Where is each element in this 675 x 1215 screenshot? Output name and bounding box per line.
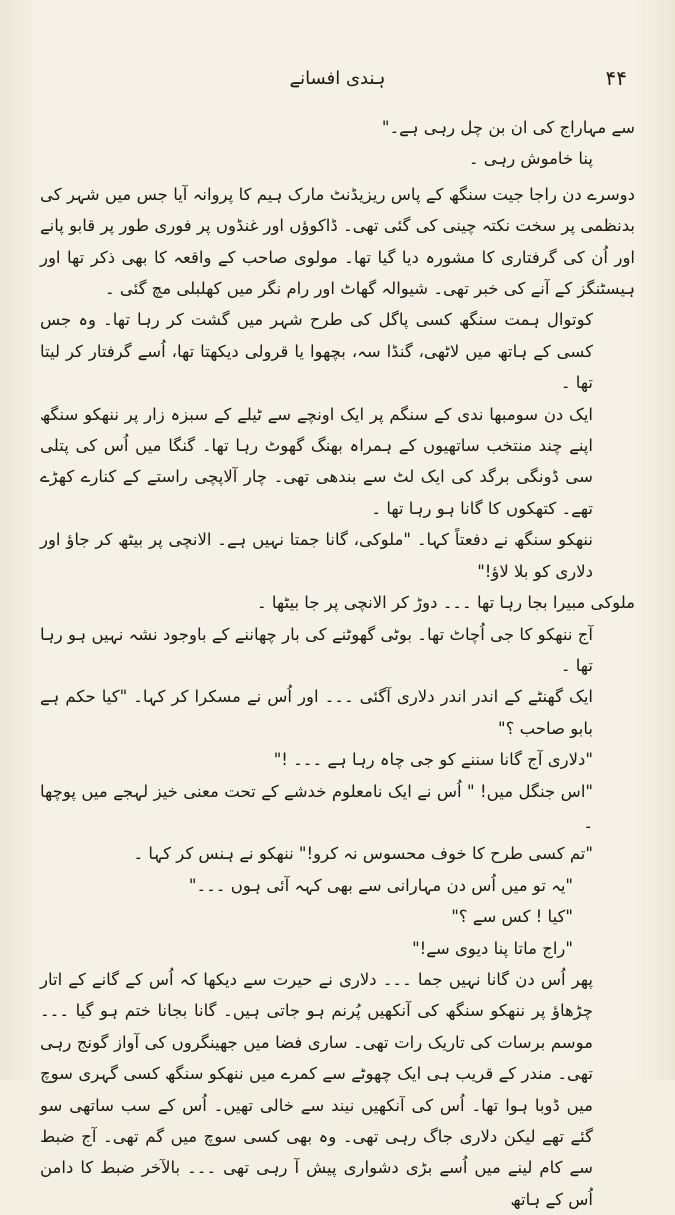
paragraph: پنا خاموش رہی ۔ [468, 149, 593, 169]
paragraph: ایک دن سومبھا ندی کے سنگم پر ایک اونچے سے ٹیلے کے سبزہ زار پر ننھکو سنگھ اپنے چند منتخب ساتھیوں کے ہمراہ بھنگ گھوٹ رہا تھا۔ گنگا میں اُس کی پتلی سی ڈونگی برگد کی ایک لٹ سے بندھی تھی۔ چار آلاپچی راستے کے کنارے کھڑے تھے۔ کتھکوں کا گانا ہو رہا تھا ۔ [40, 404, 593, 518]
paragraph: کوتوال ہمت سنگھ کسی پاگل کی طرح شہر میں گشت کر رہا تھا۔ وہ جس کسی کے ہاتھ میں لاٹھی، گنڈا سہ، بچھوا یا قرولی دیکھتا تھا، اُسے گرفتار کر لیتا تھا ۔ [40, 310, 593, 393]
paragraph: "کیا ! کس سے ؟" [451, 907, 573, 927]
paragraph: "یہ تو میں اُس دن مہارانی سے بھی کہہ آئی ہوں ۔۔۔" [188, 875, 573, 895]
paragraph: پھر اُس دن گانا نہیں جما ۔۔۔ دلاری نے حیرت سے دیکھا کہ اُس کے گانے کے اتار چڑھاؤ پر ننھکو سنگھ کی آنکھیں پُرنم ہو جاتی ہیں۔ گانا بجانا ختم ہو گیا ۔۔۔ موسم برسات کی تاریک رات تھی۔ ساری فضا میں جھینگروں کی آواز گونج رہی تھی۔ مندر کے قریب ہی ایک چھوٹے سے کمرے میں ننھکو سنگھ کسی گہری سوچ میں ڈوبا ہوا تھا۔ اُس کی آنکھیں نیند سے خالی تھیں۔ اُس کے سب ساتھی سو گئے تھے لیکن دلاری جاگ رہی تھی۔ وہ بھی کسی سوچ میں گم تھی۔ آج ضبط سے کام لینے میں اُسے بڑی دشواری پیش آ رہی تھی ۔۔۔ بالآخر ضبط کا دامن اُس کے ہاتھ [40, 969, 593, 1209]
page-header [40, 68, 635, 98]
paragraph: "تم کسی طرح کا خوف محسوس نہ کرو!" ننھکو نے ہنس کر کہا ۔ [133, 844, 593, 864]
paragraph: سے مہاراج کی ان بن چل رہی ہے۔" [381, 118, 635, 137]
paragraph: ملوکی مبیرا بجا رہا تھا ۔۔۔ دوڑ کر الانچی پر جا بیٹھا ۔ [256, 593, 635, 613]
page-number: ۴۴ [605, 66, 627, 90]
paragraph: ننھکو سنگھ نے دفعتاً کہا۔ "ملوکی، گانا جمتا نہیں ہے۔ الانچی پر بیٹھ کر جاؤ اور دلاری کو بلا لاؤ!" [40, 530, 593, 581]
paragraph: "دلاری آج گانا سننے کو جی چاہ رہا ہے ۔۔۔ !" [273, 750, 593, 770]
paragraph: آج ننھکو کا جی اُچاٹ تھا۔ بوٹی گھوٹنے کی بار چھاننے کے باوجود نشہ نہیں ہو رہا تھا ۔ [40, 624, 593, 675]
paragraph: "اس جنگل میں! " اُس نے ایک نامعلوم خدشے کے تحت معنی خیز لہجے میں پوچھا ۔ [40, 781, 593, 832]
page-body [40, 112, 635, 1215]
paragraph: "راج ماتا پنا دیوی سے!" [412, 938, 573, 958]
paragraph: دوسرے دن راجا جیت سنگھ کے پاس ریزیڈنٹ مارک ہیم کا پروانہ آیا جس میں شہر کی بدنظمی پر سخت نکتہ چینی کی گئی تھی۔ ڈاکوؤں اور غنڈوں پر فوری طور پر قابو پانے اور اُن کی گرفتاری کا مشورہ دیا گیا تھا۔ مولوی صاحب کے واقعہ کا بھی ذکر تھا اور ہیسٹنگز کے آنے کی خبر تھی۔ شیوالہ گھاٹ اور رام نگر میں کھلبلی مچ گئی ۔ [40, 184, 635, 299]
paragraph: ایک گھنٹے کے اندر اندر دلاری آگئی ۔۔۔ اور اُس نے مسکرا کر کہا۔ "کیا حکم ہے بابو صاحب ؟" [40, 687, 593, 738]
running-title: ہندی افسانے [289, 68, 386, 89]
